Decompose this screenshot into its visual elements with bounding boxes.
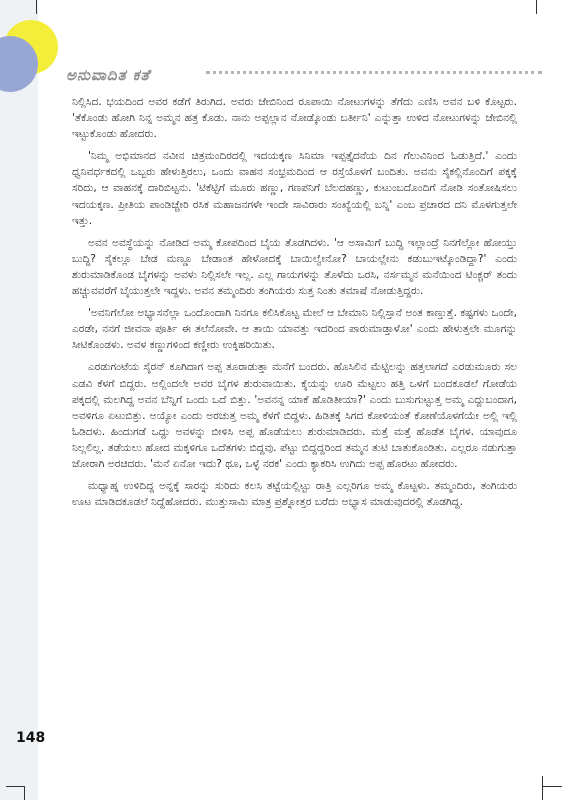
header-dotted-rule — [206, 71, 542, 74]
crop-mark-bottom-left — [6, 786, 24, 787]
crop-mark-bottom-left-v — [24, 786, 25, 800]
page-number: 148 — [16, 730, 46, 746]
crop-mark-top-left — [36, 0, 37, 14]
paragraph-2: 'ನಿಮ್ಮ ಅಭಿಮಾನದ ನವೀನ ಚಿತ್ರಮಂದಿರದಲ್ಲಿ ಇದಯಕ್ಕಣ ಸಿನಿಮಾ ಇಪ್ಪತ್ತೈದನೆಯ ದಿನ ಗೆಲುವಿನಿಂದ ಓಡುತ್ತಿದೆ.' ಎಂದು ಧ್ವನಿವರ್ಧಕದಲ್ಲಿ ಒಬ್ಬರು ಹೇಳುತ್ತಿರಲು, ಒಂದು ವಾಹನ ಸಂಭ್ರಮದಿಂದ ಆ ರಸ್ತೆಯೊಳಗೆ ಬಂದಿತು. ಅವನು ಸೈಕಲ್ಲಿನೊಂದಿಗೆ ಪಕ್ಕಕ್ಕೆ ಸರಿದು, ಆ ವಾಹನಕ್ಕೆ ದಾರಿಬಿಟ್ಟನು. 'ಟಿಕೆಟ್ಟಿಗೆ ಮೂರು ಹಣ್ಣು, ಗಣಪನಿಗೆ ಬೆಲದಹಣ್ಣು, ಕುಟುಂಬದೊಂದಿಗೆ ನೋಡಿ ಸಂತೋಷಿಸಲು ಇದಯಕ್ಕಣ. ಪ್ರೀತಿಯ ಪಾಂಡಿಚ್ಚೇರಿ ರಸಿಕ ಮಹಾಜನಗಳೇ ಇಂದೇ ಸಾವಿರಾರು ಸಂಖ್ಯೆಯಲ್ಲಿ ಬನ್ನಿ' ಎಂಬ ಪ್ರಚಾರದ ದನಿ ಮೊಳಗುತ್ತಲೇ ಇತ್ತು. — [72, 150, 517, 227]
section-header-title: ಅನುವಾದಿತ ಕತೆ — [66, 66, 151, 84]
body-text — [72, 94, 517, 516]
paragraph-4: 'ಅವನಿಗೆಲೋ ಅಭ್ಯಾಸನೆಲ್ಲಾ ಒಂದೊಂದಾಗಿ ನಿನಗೂ ಕಲಿಸಿಕೊಟ್ಟ ಮೇಲೆ ಆ ಬೇಮಾನಿ ನಿಲ್ಲಿಸ್ತಾನೆ ಅಂತ ಕಾಣ್ತುತ್ತೆ. ಕಷ್ಟಗಳು ಒಂದೇ, ಎರಡೇ, ನನಗೆ ಜೀವನಾ ಪೂರ್ತಿ ಈ ತಲೆನೋವೇ. ಆ ತಾಯಿ ಯಾವತ್ತು ಇದರಿಂದ ಪಾರುಮಾಡ್ತಾಳೋ' ಎಂದು ಹೇಳುತ್ತಲೇ ಮೂಗನ್ನು ಸೀಟಿಕೊಂಡಳು. ಅವಳ ಕಣ್ಣುಗಳಿಂದ ಕಣ್ಣೀರು ಉಕ್ಕಿಹರಿಯಿತು. — [72, 307, 517, 352]
paragraph-3: ಅವನ ಅವಸ್ಥೆಯನ್ನು ನೋಡಿದ ಅಮ್ಮ ಕೋಪದಿಂದ ಬೈಯ ತೊಡಗಿದಳು. 'ಆ ಅಸಾಮಿಗೆ ಬುದ್ಧಿ ಇಲ್ಲಾಂದ್ರೆ ನಿನಗೆಲ್ಲೋ ಹೋಯ್ತು ಬುದ್ಧಿ? ಸೈಕಲ್ಲೂ ಬೇಡ ಮಣ್ಣೂ ಬೇಡಾಂತ ಹೇಳೋದಕ್ಕೆ ಬಾಯಿಲ್ವೇನೋ? ಬಾಯಲ್ಲೇನು ಕಡುಬುಇಟ್ಕೊಂಡಿದ್ದಾ?' ಎಂದು ಶುರುಮಾಡಿಕೊಂಡ ಬೈಗಳನ್ನು ಅವಳು ನಿಲ್ಲಿಸಲೇ ಇಲ್ಲ. ಎಲ್ಲ ಗಾಯಗಳನ್ನು ತೊಳೆದು ಒರಸಿ, ನರ್ಸಮ್ಮನ ಮನೆಯಿಂದ ಟಿಂಕ್ಚರ್ ತಂದು ಹಚ್ಚುವವರೆಗೆ ಬೈಯುತ್ತಲೇ ಇದ್ದಳು. ಅವನ ತಮ್ಮಂದಿರು ತಂಗಿಯರು ಸುತ್ತ ನಿಂತು ತಮಾಷೆ ನೋಡುತ್ತಿದ್ದರು. — [72, 236, 517, 298]
paragraph-5: ಎರಡುಗಂಟೆಯ ಸೈರನ್ ಕೂಗಿದಾಗ ಅಪ್ಪ ತೂರಾಡುತ್ತಾ ಮನೆಗೆ ಬಂದರು. ಹೊಸಿಲಿನ ಮೆಟ್ಟಿಲನ್ನು ಹತ್ತಲಾಗದೆ ಎರಡುಮೂರು ಸಲ ಎಡವಿ ಕೆಳಗೆ ಬಿದ್ದರು. ಅಲ್ಲಿಂದಲೇ ಅವರ ಬೈಗಳ ಶುರುವಾಯಿತು. ಕೈಯನ್ನು ಊರಿ ಮೆಟ್ಟಲು ಹತ್ತಿ ಒಳಗೆ ಬಂದಕೂಡಲೆ ಗೋಡೆಯ ಪಕ್ಕದಲ್ಲಿ ಮಲಗಿದ್ದ ಅವನ ಬೆನ್ನಿಗೆ ಒಂದು ಒದೆ ಬಿತ್ತು. 'ಅವನನ್ನ ಯಾಕೆ ಹೊಡಿತೀಯಾ?' ಎಂದು ಬುಸುಗುಟ್ಟುತ್ತ ಅಮ್ಮ ಎದ್ದುಬಂದಾಗ, ಅವಳಿಗೂ ಏಟುಬಿತ್ತು. ಅಯ್ಯೋ ಎಂದು ಅರಚುತ್ತ ಅಮ್ಮ ಕೆಳಗೆ ಬಿದ್ದಳು. ಹಿಡಿತಕ್ಕೆ ಸಿಗದ ಕೋಳಿಯಂತೆ ಕೋಣೆಯೊಳಗೆಯೇ ಅಲ್ಲಿ ಇಲ್ಲಿ ಓಡಿದಳು. ಹಿಂದುಗಡೆ ಒದ್ದು ಅವಳನ್ನು ಬೀಳಿಸಿ ಅಪ್ಪ ಹೊಡೆಯಲು ಶುರುಮಾಡಿದರು. ಮತ್ತೆ ಮತ್ತೆ ಹೊಡೆತ ಬೈಗಳ. ಯಾವುದೂ ನಿಲ್ಲಲಿಲ್ಲ. ತಡೆಯಲು ಹೋದ ಮಕ್ಕಳಿಗೂ ಒದೆತಗಳು ಬಿದ್ದವು. ಪೆಟ್ಟು ಬಿದ್ದದ್ದರಿಂದ ತಮ್ಮನ ತುಟಿ ಬಾತುಕೊಂಡಿತು. ಎಲ್ಲರೂ ನಡುಗುತ್ತಾ ಜೋರಾಗಿ ಅರಚಿದರು. 'ಮನೆ ಏನೋ ಇದು? ಥೂ, ಒಳ್ಳೆ ನರಕ' ಎಂದು ಕ್ಯಾಕರಿಸಿ ಉಗಿದು ಅಪ್ಪ ಹೊರಟು ಹೋದರು. — [72, 361, 517, 470]
crop-mark-bottom-right-h — [542, 786, 562, 787]
crop-mark-top-right — [536, 0, 537, 14]
side-margin-band — [0, 0, 38, 800]
paragraph-6: ಮಧ್ಯಾಹ್ನ ಉಳಿದಿದ್ದ ಅನ್ನಕ್ಕೆ ಸಾರನ್ನು ಸುರಿದು ಕಲಸಿ ತಟ್ಟೆಯಲ್ಲಿಟ್ಟು ರಾತ್ರಿ ಎಲ್ಲರಿಗೂ ಅಮ್ಮ ಕೊಟ್ಟಳು. ತಮ್ಮಂದಿರು, ತಂಗಿಯರು ಊಟ ಮಾಡಿದಕೂಡಲೆ ನಿದ್ದೆಹೋದರು. ಮುತ್ತುಸಾಮಿ ಮಾತ್ರ ಪ್ರಶ್ನೋತ್ತರ ಬರೆದು ಅಭ್ಯಾಸ ಮಾಡುವುದರಲ್ಲಿ ತೊಡಗಿದ್ದ. — [72, 480, 517, 509]
crop-mark-bottom-right — [542, 776, 543, 800]
paragraph-1: ನಿಲ್ಲಿಸಿದ. ಭಯದಿಂದ ಅವರ ಕಡೆಗೆ ತಿರುಗಿದ. ಅವರು ಜೇಬಿನಿಂದ ರೂಪಾಯಿ ನೋಟುಗಳನ್ನು ತೆಗೆದು ಎಣಿಸಿ ಅವನ ಬಳಿ ಕೊಟ್ಟರು. 'ತೆಕೊಂಡು ಹೋಗಿ ನಿನ್ನ ಅಮ್ಮನ ಹತ್ರ ಕೊಡು. ನಾನು ಅಪ್ಪಲ್ಲಾನ ನೋಡ್ಕೊಂಡು ಬರ್ತೀನಿ' ಎನ್ನುತ್ತಾ ಉಳಿದ ನೋಟುಗಳನ್ನು ಜೇಬಿನಲ್ಲಿ ಇಟ್ಟುಕೊಂಡು ಹೋದರು. — [72, 96, 517, 141]
